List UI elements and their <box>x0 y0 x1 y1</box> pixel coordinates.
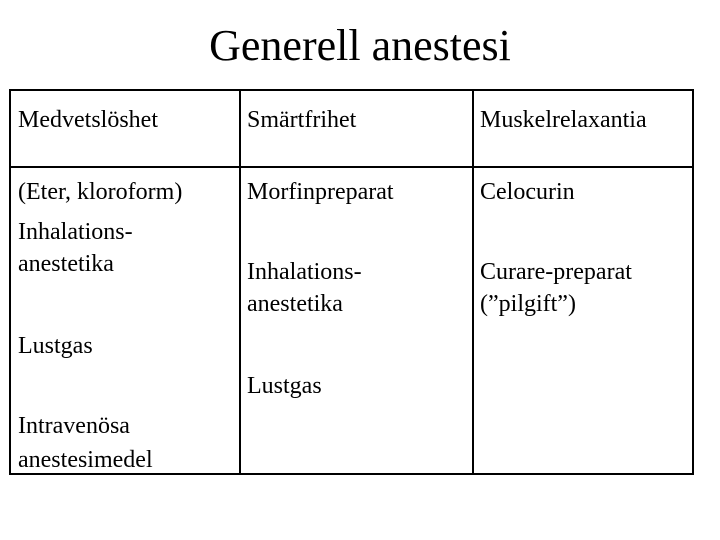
cell-text: Lustgas <box>247 373 322 399</box>
cell-text: Celocurin <box>480 179 575 205</box>
header-cell: Smärtfrihet <box>247 107 357 133</box>
cell-text: anestesimedel <box>18 447 153 473</box>
cell-text: Morfinpreparat <box>247 179 394 205</box>
cell-text: anestetika <box>247 291 343 317</box>
cell-text: Inhalations- <box>18 219 133 245</box>
cell-text: (Eter, kloroform) <box>18 179 183 205</box>
slide-title: Generell anestesi <box>209 21 511 70</box>
cell-text: anestetika <box>18 251 114 277</box>
cell-text: (”pilgift”) <box>480 291 576 317</box>
drug-table <box>9 89 694 475</box>
header-cell: Medvetslöshet <box>18 107 158 133</box>
cell-text: Inhalations- <box>247 259 362 285</box>
column-divider-2 <box>472 91 474 473</box>
header-cell: Muskelrelaxantia <box>480 107 647 133</box>
column-divider-1 <box>239 91 241 473</box>
cell-text: Lustgas <box>18 333 93 359</box>
cell-text: Curare-preparat <box>480 259 632 285</box>
header-divider <box>11 166 692 168</box>
cell-text: Intravenösa <box>18 413 130 439</box>
